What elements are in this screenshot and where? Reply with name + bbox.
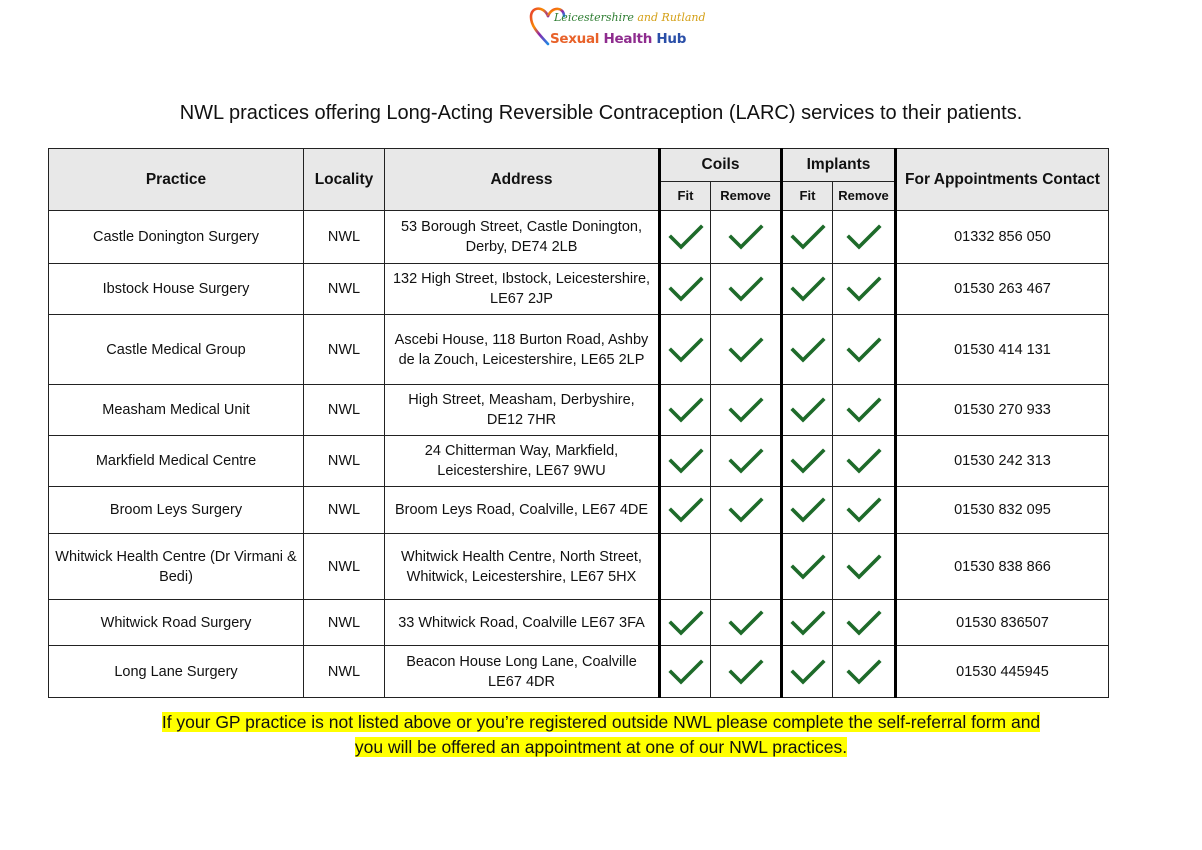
coil-remove-cell: [711, 487, 782, 534]
header-implants-remove: Remove: [833, 182, 896, 211]
checkmark-icon: [790, 502, 826, 518]
implant-remove-cell: [833, 315, 896, 385]
address: Broom Leys Road, Coalville, LE67 4DE: [385, 487, 660, 534]
practice-name: Broom Leys Surgery: [49, 487, 304, 534]
checkmark-icon: [668, 453, 704, 469]
logo-leicestershire: Leicestershire: [554, 11, 634, 24]
locality: NWL: [304, 534, 385, 600]
checkmark-icon: [668, 663, 704, 679]
practice-name: Measham Medical Unit: [49, 385, 304, 436]
checkmark-icon: [846, 229, 882, 245]
coil-remove-cell: [711, 646, 782, 698]
checkmark-icon: [790, 558, 826, 574]
coil-remove-cell: [711, 436, 782, 487]
coil-fit-cell: [660, 264, 711, 315]
table-row: [49, 534, 1109, 600]
locality: NWL: [304, 487, 385, 534]
larc-practices-table: [48, 148, 1109, 698]
practice-name: Ibstock House Surgery: [49, 264, 304, 315]
address: Ascebi House, 118 Burton Road, Ashby de la Zouch, Leicestershire, LE65 2LP: [385, 315, 660, 385]
checkmark-icon: [728, 341, 764, 357]
logo-and-rutland: and Rutland: [637, 11, 706, 24]
table-row: [49, 315, 1109, 385]
appointment-contact: 01530 836507: [896, 600, 1109, 646]
implant-fit-cell: [782, 487, 833, 534]
implant-fit-cell: [782, 534, 833, 600]
checkmark-icon: [790, 402, 826, 418]
implant-fit-cell: [782, 315, 833, 385]
logo-region-text: [554, 11, 706, 24]
coil-remove-cell: [711, 315, 782, 385]
checkmark-icon: [846, 453, 882, 469]
self-referral-note: [0, 710, 1202, 760]
coil-fit-cell: [660, 534, 711, 600]
appointment-contact: 01530 263 467: [896, 264, 1109, 315]
checkmark-icon: [846, 281, 882, 297]
logo-word-health: Health: [603, 31, 653, 47]
header-locality: Locality: [304, 149, 385, 211]
locality: NWL: [304, 315, 385, 385]
locality: NWL: [304, 646, 385, 698]
practice-name: Markfield Medical Centre: [49, 436, 304, 487]
coil-remove-cell: [711, 264, 782, 315]
checkmark-icon: [846, 558, 882, 574]
checkmark-icon: [668, 341, 704, 357]
table-row: [49, 385, 1109, 436]
note-line-2: you will be offered an appointment at one of our NWL practices.: [354, 737, 848, 757]
address: Whitwick Health Centre, North Street, Whitwick, Leicestershire, LE67 5HX: [385, 534, 660, 600]
coil-fit-cell: [660, 646, 711, 698]
locality: NWL: [304, 264, 385, 315]
practice-name: Castle Medical Group: [49, 315, 304, 385]
practice-name: Long Lane Surgery: [49, 646, 304, 698]
header-address: Address: [385, 149, 660, 211]
practice-name: Castle Donington Surgery: [49, 211, 304, 264]
appointment-contact: 01530 838 866: [896, 534, 1109, 600]
coil-remove-cell: [711, 385, 782, 436]
checkmark-icon: [790, 453, 826, 469]
checkmark-icon: [790, 663, 826, 679]
logo-word-hub: Hub: [656, 31, 687, 47]
header-coils-remove: Remove: [711, 182, 782, 211]
checkmark-icon: [846, 341, 882, 357]
checkmark-icon: [728, 281, 764, 297]
checkmark-icon: [728, 663, 764, 679]
address: 53 Borough Street, Castle Donington, Derby, DE74 2LB: [385, 211, 660, 264]
implant-remove-cell: [833, 600, 896, 646]
locality: NWL: [304, 436, 385, 487]
appointment-contact: 01530 270 933: [896, 385, 1109, 436]
table-row: [49, 264, 1109, 315]
header-coils-fit: Fit: [660, 182, 711, 211]
checkmark-icon: [728, 614, 764, 630]
coil-remove-cell: [711, 600, 782, 646]
implant-remove-cell: [833, 646, 896, 698]
checkmark-icon: [728, 502, 764, 518]
address: 24 Chitterman Way, Markfield, Leicestershire, LE67 9WU: [385, 436, 660, 487]
header-contact: For Appointments Contact: [896, 149, 1109, 211]
implant-fit-cell: [782, 264, 833, 315]
coil-fit-cell: [660, 385, 711, 436]
appointment-contact: 01530 445945: [896, 646, 1109, 698]
implant-fit-cell: [782, 646, 833, 698]
address: 132 High Street, Ibstock, Leicestershire, LE67 2JP: [385, 264, 660, 315]
implant-remove-cell: [833, 264, 896, 315]
coil-remove-cell: [711, 211, 782, 264]
locality: NWL: [304, 211, 385, 264]
implant-remove-cell: [833, 534, 896, 600]
note-line-1: If your GP practice is not listed above or you’re registered outside NWL please complete the self-referral form and: [161, 712, 1041, 732]
checkmark-icon: [668, 229, 704, 245]
implant-remove-cell: [833, 436, 896, 487]
appointment-contact: 01530 832 095: [896, 487, 1109, 534]
address: Beacon House Long Lane, Coalville LE67 4DR: [385, 646, 660, 698]
implant-fit-cell: [782, 211, 833, 264]
checkmark-icon: [668, 281, 704, 297]
checkmark-icon: [846, 402, 882, 418]
practice-name: Whitwick Health Centre (Dr Virmani & Bedi): [49, 534, 304, 600]
checkmark-icon: [790, 341, 826, 357]
checkmark-icon: [728, 402, 764, 418]
header-implants: Implants: [782, 149, 896, 182]
address: High Street, Measham, Derbyshire, DE12 7HR: [385, 385, 660, 436]
locality: NWL: [304, 600, 385, 646]
logo-word-sexual: Sexual: [550, 31, 600, 47]
table-row: [49, 646, 1109, 698]
coil-fit-cell: [660, 315, 711, 385]
checkmark-icon: [790, 614, 826, 630]
implant-fit-cell: [782, 385, 833, 436]
checkmark-icon: [790, 229, 826, 245]
checkmark-icon: [668, 502, 704, 518]
implant-fit-cell: [782, 436, 833, 487]
checkmark-icon: [846, 663, 882, 679]
sexual-health-hub-logo: [528, 2, 706, 52]
checkmark-icon: [728, 229, 764, 245]
checkmark-icon: [846, 502, 882, 518]
locality: NWL: [304, 385, 385, 436]
coil-fit-cell: [660, 600, 711, 646]
implant-fit-cell: [782, 600, 833, 646]
checkmark-icon: [790, 281, 826, 297]
header-practice: Practice: [49, 149, 304, 211]
page-title: NWL practices offering Long-Acting Reversible Contraception (LARC) services to their patients.: [179, 102, 1023, 124]
appointment-contact: 01530 414 131: [896, 315, 1109, 385]
checkmark-icon: [668, 402, 704, 418]
header-coils: Coils: [660, 149, 782, 182]
appointment-contact: 01530 242 313: [896, 436, 1109, 487]
coil-fit-cell: [660, 211, 711, 264]
implant-remove-cell: [833, 487, 896, 534]
table-row: [49, 436, 1109, 487]
table-row: [49, 600, 1109, 646]
address: 33 Whitwick Road, Coalville LE67 3FA: [385, 600, 660, 646]
coil-fit-cell: [660, 436, 711, 487]
table-row: [49, 211, 1109, 264]
logo-brand-text: [550, 31, 686, 47]
appointment-contact: 01332 856 050: [896, 211, 1109, 264]
coil-remove-cell: [711, 534, 782, 600]
checkmark-icon: [846, 614, 882, 630]
table-row: [49, 487, 1109, 534]
coil-fit-cell: [660, 487, 711, 534]
implant-remove-cell: [833, 385, 896, 436]
header-implants-fit: Fit: [782, 182, 833, 211]
implant-remove-cell: [833, 211, 896, 264]
checkmark-icon: [668, 614, 704, 630]
checkmark-icon: [728, 453, 764, 469]
practice-name: Whitwick Road Surgery: [49, 600, 304, 646]
